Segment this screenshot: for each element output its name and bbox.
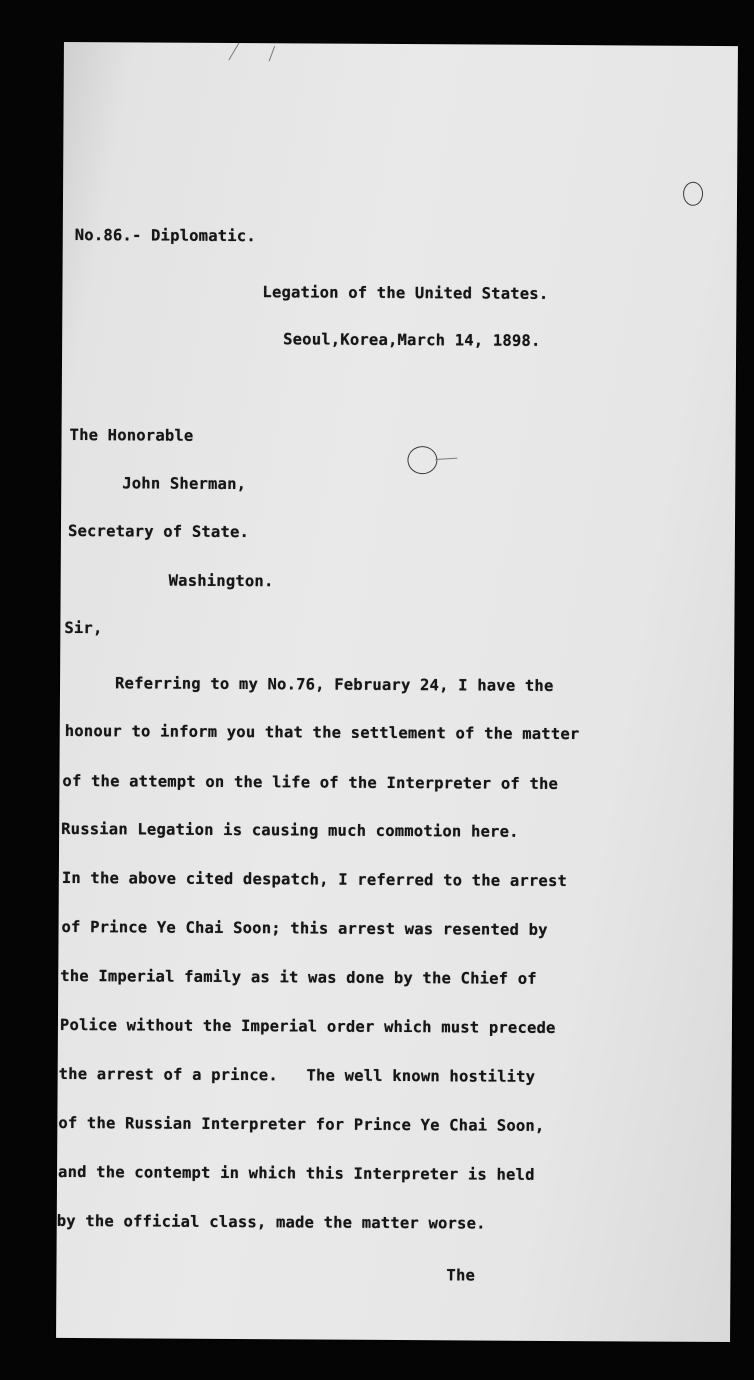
addressee-office: Secretary of State. [67, 521, 250, 542]
body-line: of Prince Ye Chai Soon; this arrest was resented by [61, 917, 548, 939]
body-line: of the attempt on the life of the Interpreter of the [62, 771, 559, 793]
body-line: and the contempt in which this Interpreter is held [58, 1162, 535, 1184]
body-line: the arrest of a prince. The well known hostility [58, 1064, 536, 1086]
document-page [56, 42, 738, 1342]
place-date: Seoul,Korea,March 14, 1898. [283, 330, 541, 350]
body-line: Referring to my No.76, February 24, I have the [114, 674, 554, 695]
film-scratch [435, 458, 457, 460]
file-number: No.86.- Diplomatic. [74, 226, 256, 246]
body-line: In the above cited despatch, I referred to the arrest [61, 868, 568, 891]
greeting: Sir, [64, 618, 103, 638]
body-line: by the official class, made the matter worse. [56, 1211, 486, 1233]
film-blemish [407, 446, 437, 474]
body-line: the Imperial family as it was done by the Chief of [60, 966, 537, 988]
addressee-title: The Honorable [69, 425, 194, 445]
film-blemish [683, 182, 703, 206]
film-scratch [269, 46, 276, 61]
body-line: of the Russian Interpreter for Prince Ye Chai Soon, [58, 1113, 545, 1135]
addressee-name: John Sherman, [122, 474, 247, 494]
sender-heading: Legation of the United States. [262, 283, 549, 303]
addressee-city: Washington. [168, 571, 274, 591]
body-line: Russian Legation is causing much commotion here. [61, 819, 519, 841]
film-scratch [228, 43, 239, 61]
catchword: The [446, 1266, 476, 1285]
body-line: honour to inform you that the settlement of the matter [64, 721, 580, 744]
body-line: Police without the Imperial order which must precede [59, 1015, 556, 1037]
